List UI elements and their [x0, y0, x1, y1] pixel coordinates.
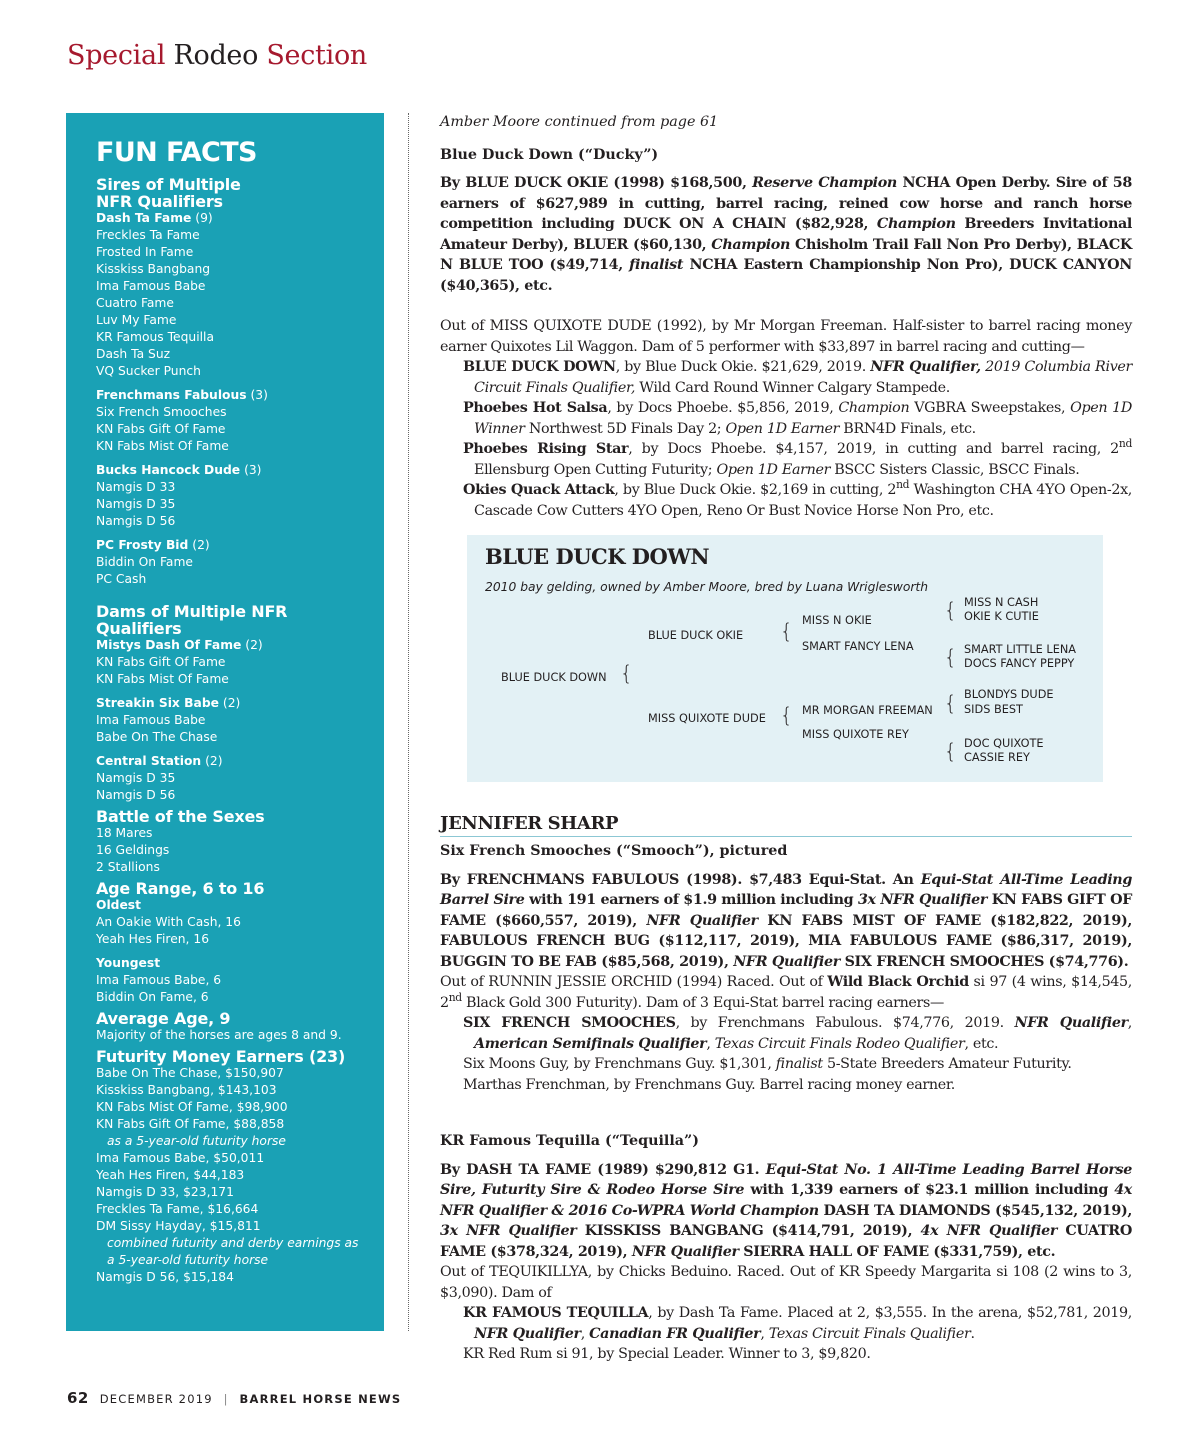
continued-note: Amber Moore continued from page 61 [440, 114, 719, 130]
ducky-offspring-3 [440, 439, 1132, 480]
text: 4x NFR Qualifier & 2016 Co-WPRA World Champion [440, 1182, 1132, 1219]
pedigree-title: BLUE DUCK DOWN [485, 544, 710, 569]
text: 3x NFR Qualifier [857, 892, 988, 908]
text: nd [896, 478, 910, 492]
text: Breeders Invitational Amateur Derby), BLUER ($60,130, [440, 216, 1132, 253]
column-divider [408, 113, 409, 1331]
group-name: PC Frosty Bid [96, 538, 189, 552]
text: BSCC Sisters Classic, BSCC Finals. [834, 461, 1080, 478]
text: , [760, 1325, 765, 1342]
text: By DASH TA FAME (1989) $290,812 G1. [440, 1161, 760, 1178]
futurity-item: Namgis D 56, $15,184 [96, 1270, 234, 1284]
text: with 191 earners of $1.9 million including [529, 892, 854, 908]
pedigree-bracket: { [944, 691, 957, 715]
text: Champion [876, 216, 956, 232]
magazine-name: BARREL HORSE NEWS [239, 1392, 402, 1406]
group-item: Kisskiss Bangbang [96, 262, 211, 276]
header-rodeo: Rodeo [173, 40, 259, 71]
pedigree-bracket: { [944, 645, 957, 669]
pedigree-g3: BLONDYS DUDE [964, 688, 1054, 701]
oldest-item: An Oakie With Cash, 16 [96, 915, 241, 929]
text: Chisholm Trail Fall Non Pro Derby), BLACK N BLUE TOO ($49,714, [440, 236, 1133, 273]
group-heading [96, 537, 374, 554]
futurity-item: DM Sissy Hayday, $15,811 [96, 1219, 261, 1233]
group-item: Freckles Ta Fame [96, 228, 200, 242]
group-name: Mistys Dash Of Fame [96, 638, 242, 652]
pedigree-bracket: { [944, 598, 957, 622]
pedigree-bracket: { [944, 739, 957, 763]
text: finalist [775, 1056, 823, 1072]
text: SIX FRENCH SMOOCHES [463, 1015, 676, 1031]
smooch-offspring-2 [440, 1054, 1132, 1075]
text: , by Docs Phoebe. $4,157, 2019, in cutting and barrel racing, 2 [628, 441, 1119, 457]
group-item: Namgis D 35 [96, 771, 176, 785]
group-item: Babe On The Chase [96, 730, 218, 744]
youngest-label: Youngest [96, 956, 161, 970]
text: finalist [629, 257, 684, 273]
ducky-offspring-1 [440, 357, 1132, 398]
text: , by Docs Phoebe. $5,856, 2019, [607, 400, 834, 416]
pedigree-horse: BLUE DUCK DOWN [501, 671, 607, 684]
text: Open 1D Winner [474, 400, 1133, 437]
text: 4x NFR Qualifier [920, 1223, 1058, 1239]
age-range-heading: Age Range, 6 to 16 [96, 879, 265, 898]
group-item: Luv My Fame [96, 313, 177, 327]
text: , etc. [964, 1035, 999, 1052]
sexes-item: 18 Mares [96, 826, 153, 840]
sires-heading-line1: Sires of Multiple [96, 175, 241, 194]
dams-groups [96, 637, 374, 804]
average-age-heading: Average Age, 9 [96, 1009, 231, 1028]
oldest-item: Yeah Hes Firen, 16 [96, 932, 210, 946]
pedigree-g3: OKIE K CUTIE [964, 610, 1039, 623]
sexes-item: 16 Geldings [96, 843, 170, 857]
futurity-item: Ima Famous Babe, $50,011 [96, 1151, 265, 1165]
futurity-item: Yeah Hes Firen, $44,183 [96, 1168, 245, 1182]
text: nd [1118, 437, 1132, 451]
pedigree-sire-sire: MISS N OKIE [802, 614, 872, 627]
text: Texas Circuit Finals Qualifier [768, 1325, 971, 1342]
fun-facts-title: FUN FACTS [96, 137, 257, 168]
text: VGBRA Sweepstakes, [914, 400, 1066, 416]
pedigree-dam-sire: MR MORGAN FREEMAN [802, 704, 933, 717]
text: , [1127, 1015, 1132, 1031]
average-age-text: Majority of the horses are ages 8 and 9. [96, 1028, 342, 1042]
jennifer-sharp-heading: JENNIFER SHARP [440, 812, 1132, 837]
futurity-note: combined futurity and derby earnings as [107, 1236, 359, 1250]
text: 2019 Columbia River Circuit Finals Qualifier, [474, 359, 1133, 396]
ducky-title: Blue Duck Down (“Ducky”) [440, 146, 659, 163]
smooch-title: Six French Smooches (“Smooch”), pictured [440, 843, 788, 859]
pedigree-g3: CASSIE REY [964, 751, 1030, 764]
group-item: KN Fabs Gift Of Fame [96, 655, 226, 669]
group-item: Namgis D 56 [96, 514, 176, 528]
group-count: (9) [195, 211, 213, 225]
text: BLUE DUCK DOWN [463, 359, 616, 375]
text: Northwest 5D Finals Day 2; [528, 420, 722, 437]
group-heading [96, 210, 374, 227]
text: KR FAMOUS TEQUILLA [463, 1305, 649, 1321]
pedigree-g3: MISS N CASH [964, 596, 1039, 609]
text: NCHA Eastern Championship Non Pro), DUCK CANYON ($40,365), etc. [440, 257, 1132, 294]
pedigree-g3: DOC QUIXOTE [964, 737, 1044, 750]
pedigree-g3: SIDS BEST [964, 703, 1023, 716]
group-count: (3) [250, 388, 268, 402]
group-item: VQ Sucker Punch [96, 364, 201, 378]
group-item: PC Cash [96, 572, 147, 586]
futurity-item: Kisskiss Bangbang, $143,103 [96, 1083, 277, 1097]
text: BRN4D Finals, etc. [843, 420, 976, 437]
youngest-item: Ima Famous Babe, 6 [96, 973, 222, 987]
futurity-item: KN Fabs Gift Of Fame, $88,858 [96, 1117, 285, 1131]
text: , by Blue Duck Okie. $21,629, 2019. [615, 359, 866, 375]
pedigree-g3: DOCS FANCY PEPPY [964, 657, 1075, 670]
text: 3x NFR Qualifier [440, 1223, 577, 1239]
smooch-offspring-1 [440, 1013, 1132, 1054]
text: Six Moons Guy, by Frenchmans Guy. $1,301, [463, 1056, 772, 1072]
page-number: 62 [67, 1389, 89, 1407]
text: NFR Qualifier [646, 912, 758, 929]
text: nd [448, 990, 462, 1004]
page-footer [67, 1389, 401, 1407]
text: NFR Qualifier, [870, 359, 981, 375]
text: Open 1D Earner [716, 461, 831, 478]
sexes-heading: Battle of the Sexes [96, 807, 265, 826]
text: , by Frenchmans Fabulous. $74,776, 2019. [675, 1015, 1004, 1031]
text: Champion [838, 400, 910, 416]
fun-facts-sidebar [66, 113, 384, 1331]
dams-heading-line1: Dams of Multiple NFR [96, 602, 288, 621]
header-special: Special [67, 40, 166, 71]
oldest-label: Oldest [96, 898, 142, 912]
group-name: Frenchmans Fabulous [96, 388, 247, 402]
text: , [580, 1325, 585, 1342]
text: KISSKISS BANGBANG ($414,791, 2019), [584, 1223, 913, 1239]
group-item: Ima Famous Babe [96, 279, 206, 293]
text: Wild Black Orchid [827, 974, 969, 990]
futurity-item: KN Fabs Mist Of Fame, $98,900 [96, 1100, 288, 1114]
group-item: Frosted In Fame [96, 245, 194, 259]
text: Reserve Champion [752, 175, 897, 191]
text: DASH TA DIAMONDS ($545,132, 2019), [823, 1202, 1132, 1219]
pedigree-sire: BLUE DUCK OKIE [648, 629, 744, 642]
group-name: Dash Ta Fame [96, 211, 192, 225]
ducky-sire-paragraph [440, 173, 1132, 296]
group-item: Ima Famous Babe [96, 713, 206, 727]
group-heading [96, 387, 374, 404]
ducky-dam-paragraph: Out of MISS QUIXOTE DUDE (1992), by Mr Morgan Freeman. Half-sister to barrel racing money earner Quixotes Lil Waggon. Dam of 5 performer with $33,897 in barrel racing and cutting— [440, 318, 1132, 355]
text: . [970, 1325, 975, 1342]
sires-heading-line2: NFR Qualifiers [96, 192, 223, 211]
tequilla-sire-paragraph [440, 1160, 1132, 1263]
group-heading [96, 462, 374, 479]
ducky-offspring-2 [440, 398, 1132, 439]
group-item: Namgis D 33 [96, 480, 176, 494]
pedigree-bracket: { [620, 661, 633, 685]
group-name: Central Station [96, 754, 202, 768]
futurity-note: as a 5-year-old futurity horse [107, 1134, 286, 1148]
group-item: Cuatro Fame [96, 296, 174, 310]
text: Phoebes Hot Salsa [463, 400, 608, 416]
text: Equi-Stat No. 1 All-Time Leading Barrel Horse Sire, Futurity Sire & Rodeo Horse Sire [440, 1161, 1132, 1198]
text: 5-State Breeders Amateur Futurity. [826, 1056, 1072, 1072]
text: , [706, 1035, 711, 1052]
sires-groups [96, 210, 374, 588]
pedigree-dam-dam: MISS QUIXOTE REY [802, 728, 909, 741]
group-count: (2) [222, 696, 241, 710]
pedigree-bracket: { [780, 703, 793, 727]
footer-separator: | [223, 1392, 229, 1406]
text: NFR Qualifier [733, 953, 840, 970]
section-header [67, 40, 367, 71]
group-item: Dash Ta Suz [96, 347, 171, 361]
text: Black Gold 300 Futurity). Dam of 3 Equi-Stat barrel racing earners— [466, 994, 944, 1011]
group-item: KN Fabs Mist Of Fame [96, 439, 229, 453]
text: By FRENCHMANS FABULOUS (1998). $7,483 Equi-Stat. An [440, 871, 914, 888]
text: Washington CHA 4YO Open-2x, Cascade Cow Cutters 4YO Open, Reno Or Bust Novice Horse Non Pro, etc. [474, 482, 1132, 519]
text: Ellensburg Open Cutting Futurity; [474, 461, 713, 478]
youngest-item: Biddin On Fame, 6 [96, 990, 209, 1004]
group-count: (2) [245, 638, 263, 652]
text: Okies Quack Attack [463, 482, 615, 498]
futurity-item: Babe On The Chase, $150,907 [96, 1066, 284, 1080]
main-article [440, 110, 1132, 1365]
text: CUATRO FAME ($378,324, 2019), [440, 1223, 1132, 1260]
smooch-dam-paragraph [440, 972, 1132, 1013]
text: Out of RUNNIN JESSIE ORCHID (1994) Raced. Out of [440, 974, 823, 990]
text: American Semifinals Qualifier [474, 1035, 707, 1052]
group-item: Six French Smooches [96, 405, 227, 419]
text: SIX FRENCH SMOOCHES ($74,776). [844, 953, 1129, 970]
text: NFR Qualifier [474, 1325, 581, 1342]
group-name: Streakin Six Babe [96, 696, 219, 710]
group-heading [96, 753, 374, 770]
sexes-item: 2 Stallions [96, 860, 160, 874]
text: KN FABS MIST OF FAME ($182,822, 2019), FABULOUS FRENCH BUG ($112,117, 2019), MIA FABULOUS FAME ($86,317, 2019), BUGGIN TO BE FAB ($85,568, 2019), [440, 912, 1133, 970]
futurity-note: a 5-year-old futurity horse [107, 1253, 269, 1267]
text: Texas Circuit Finals Rodeo Qualifier [714, 1035, 965, 1052]
pedigree-sire-dam: SMART FANCY LENA [802, 640, 914, 653]
text: Phoebes Rising Star [463, 441, 629, 457]
group-count: (3) [244, 463, 262, 477]
group-heading [96, 695, 374, 712]
tequilla-title: KR Famous Tequilla (“Tequilla”) [440, 1133, 700, 1149]
group-heading [96, 637, 374, 654]
futurity-item: Namgis D 33, $23,171 [96, 1185, 234, 1199]
text: NFR Qualifier [631, 1243, 739, 1260]
pedigree-box [467, 535, 1103, 782]
pedigree-bracket: { [780, 619, 793, 643]
group-item: Namgis D 35 [96, 497, 176, 511]
smooch-offspring-3: Marthas Frenchman, by Frenchmans Guy. Barrel racing money earner. [463, 1076, 955, 1093]
text: , by Dash Ta Fame. Placed at 2, $3,555. In the arena, $52,781, 2019, [648, 1305, 1132, 1321]
smooch-sire-paragraph [440, 870, 1132, 973]
issue-date: DECEMBER 2019 [99, 1392, 213, 1406]
text: SIERRA HALL OF FAME ($331,759), etc. [743, 1243, 1056, 1260]
text: NFR Qualifier [1014, 1015, 1128, 1031]
futurity-item: Freckles Ta Fame, $16,664 [96, 1202, 259, 1216]
pedigree-description: 2010 bay gelding, owned by Amber Moore, bred by Luana Wriglesworth [485, 580, 929, 594]
ducky-offspring-4 [440, 480, 1132, 521]
text: NCHA Open Derby. Sire of 58 earners of $627,989 in cutting, barrel racing, reined cow horse and ranch horse competition including DUCK ON A CHAIN ($82,928, [440, 175, 1132, 232]
group-item: Namgis D 56 [96, 788, 176, 802]
tequilla-dam-paragraph: Out of TEQUIKILLYA, by Chicks Beduino. Raced. Out of KR Speedy Margarita si 108 (2 wins to 3, $3,090). Dam of [440, 1264, 1132, 1301]
group-name: Bucks Hancock Dude [96, 463, 241, 477]
text: Equi-Stat All-Time Leading Barrel Sire [440, 871, 1132, 908]
dams-heading-line2: Qualifiers [96, 619, 182, 638]
tequilla-offspring-2: KR Red Rum si 91, by Special Leader. Winner to 3, $9,820. [463, 1346, 871, 1362]
text: Wild Card Round Winner Calgary Stampede. [639, 379, 950, 396]
pedigree-g3: SMART LITTLE LENA [964, 643, 1077, 656]
header-section: Section [266, 40, 367, 71]
group-item: KN Fabs Gift Of Fame [96, 422, 226, 436]
pedigree-dam: MISS QUIXOTE DUDE [648, 712, 766, 725]
group-count: (2) [205, 754, 223, 768]
text: , by Blue Duck Okie. $2,169 in cutting, 2 [614, 482, 897, 498]
text: KN FABS GIFT OF FAME ($660,557, 2019), [440, 892, 1132, 929]
futurity-heading: Futurity Money Earners (23) [96, 1047, 346, 1066]
text: Champion [711, 236, 791, 253]
group-item: KN Fabs Mist Of Fame [96, 672, 229, 686]
text: with 1,339 earners of $23.1 million including [750, 1182, 1108, 1198]
text: Open 1D Earner [725, 420, 840, 437]
group-item: KR Famous Tequilla [96, 330, 214, 344]
group-item: Biddin On Fame [96, 555, 193, 569]
text: Canadian FR Qualifier [589, 1325, 761, 1342]
group-count: (2) [192, 538, 210, 552]
text: By BLUE DUCK OKIE (1998) $168,500, [440, 175, 747, 191]
tequilla-offspring-1 [440, 1303, 1132, 1344]
text: si 97 (4 wins, $14,545, 2 [440, 974, 1132, 1011]
